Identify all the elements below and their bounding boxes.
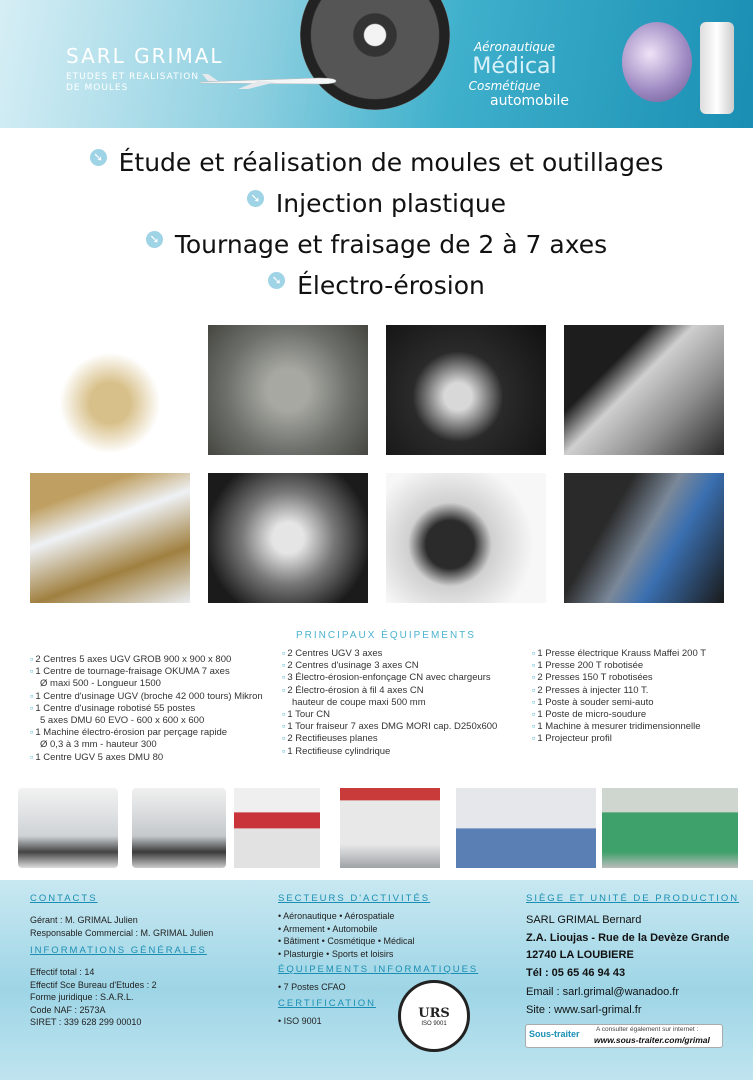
edm-machine-image xyxy=(234,788,320,868)
perfume-bottle-image xyxy=(622,22,692,102)
equipment-item: ▫ 1 Rectifieuse cylindrique xyxy=(282,745,391,757)
footer xyxy=(0,880,753,1080)
hq-website[interactable]: Site : www.sarl-grimal.fr xyxy=(526,1003,642,1016)
service-label: Tournage et fraisage de 2 à 7 axes xyxy=(174,230,608,259)
equipment-item: ▫ 1 Tour CN xyxy=(282,709,330,721)
sector-line: • Bâtiment • Cosmétique • Médical xyxy=(278,936,415,946)
equipment-item: ▫ 1 Tour fraiseur 7 axes DMG MORI cap. D250x600 xyxy=(282,721,498,733)
equipment-item: ▫ 2 Centres 5 axes UGV GROB 900 x 900 x 800 xyxy=(30,654,232,665)
product-photo-grid xyxy=(30,325,722,605)
service-item xyxy=(0,224,753,265)
turbine-image xyxy=(300,0,450,110)
machined-bracket-photo xyxy=(564,325,724,455)
banner-sector-auto: automobile xyxy=(490,93,569,109)
arrow-icon: ➘ xyxy=(268,272,285,289)
mold-cavity-photo xyxy=(208,325,368,455)
equipment-item: ▫ 1 Poste à souder semi-auto xyxy=(532,696,654,708)
sector-line: • Plasturgie • Sports et loisirs xyxy=(278,948,394,959)
cnc-machine-image xyxy=(132,788,226,868)
service-item xyxy=(0,265,753,306)
services-list xyxy=(0,142,753,306)
machines-row xyxy=(18,788,738,868)
info-line: SIRET : 339 628 299 00010 xyxy=(30,1017,142,1027)
equipment-item: ▫ 1 Centre d'usinage robotisé 55 postes xyxy=(30,702,196,714)
sectors-title: SECTEURS D'ACTIVITÉS xyxy=(278,893,431,904)
company-subtitle-1: ETUDES ET REALISATION xyxy=(66,72,200,82)
equipment-item: ▫ 1 Projecteur profil xyxy=(532,733,612,745)
cert-line: • ISO 9001 xyxy=(278,1015,322,1026)
seal-main-text: URS xyxy=(418,1005,450,1021)
round-molds-photo xyxy=(386,473,546,603)
contact-line: Responsable Commercial : M. GRIMAL Julien xyxy=(30,927,214,938)
sous-traiter-banner[interactable] xyxy=(525,1024,723,1048)
hq-name: SARL GRIMAL Bernard xyxy=(526,914,642,926)
sector-line: • Armement • Automobile xyxy=(278,923,378,934)
equipment-item: ▫ 3 Électro-érosion-enfonçage CN avec chargeurs xyxy=(282,672,491,684)
hq-title: SIÈGE ET UNITÉ DE PRODUCTION xyxy=(526,893,740,904)
seal-sub-text: ISO 9001 xyxy=(421,1020,447,1027)
mold-parts-photo xyxy=(30,325,190,455)
hq-address: Z.A. Lioujas - Rue de la Devèze Grande xyxy=(526,931,730,944)
cnc-machine-image xyxy=(18,788,118,868)
service-label: Injection plastique xyxy=(275,189,507,218)
equipment-item: ▫ 1 Poste de micro-soudure xyxy=(532,709,647,721)
equipment-item: ▫ 1 Machine à mesurer tridimensionnelle xyxy=(532,721,701,733)
lighter-image xyxy=(700,22,734,114)
arrow-icon: ➘ xyxy=(90,149,107,166)
service-label: Étude et réalisation de moules et outillages xyxy=(118,148,664,177)
company-subtitle-2: DE MOULES xyxy=(66,83,129,93)
equipment-item: ▫ 1 Centre d'usinage UGV (broche 42 000 tours) Mikron xyxy=(30,690,263,702)
plastic-parts-photo xyxy=(386,325,546,455)
buddha-statue-photo xyxy=(208,473,368,603)
it-title: ÉQUIPEMENTS INFORMATIQUES xyxy=(278,964,479,975)
hq-city: 12740 LA LOUBIERE xyxy=(526,949,634,961)
equipment-title: PRINCIPAUX ÉQUIPEMENTS xyxy=(296,630,476,641)
banner-sector-aero: Aéronautique xyxy=(473,40,556,54)
milling-machine-image xyxy=(340,788,440,868)
keypad-casing-photo xyxy=(564,473,724,603)
sous-traiter-note: A consulter également sur internet : xyxy=(596,1026,699,1033)
equipment-item: 5 axes DMU 60 EVO - 600 x 600 x 600 xyxy=(40,715,205,727)
cert-title: CERTIFICATION xyxy=(278,997,376,1009)
equipment-item: ▫ 2 Rectifieuses planes xyxy=(282,733,378,745)
company-brand xyxy=(66,44,224,94)
equipment-column-2 xyxy=(282,648,497,758)
equipment-item: ▫ 1 Centre de tournage-fraisage OKUMA 7 axes xyxy=(30,666,230,678)
info-title: INFORMATIONS GÉNÉRALES xyxy=(30,945,207,956)
arrow-icon: ➘ xyxy=(146,231,163,248)
equipment-item: ▫ 2 Centres d'usinage 3 axes CN xyxy=(282,660,419,672)
certification-seal-logo xyxy=(398,980,470,1052)
banner-sector-medical: Médical xyxy=(472,54,557,79)
hq-email[interactable]: Email : sarl.grimal@wanadoo.fr xyxy=(526,986,679,998)
equipment-item: ▫ 1 Presse 200 T robotisée xyxy=(532,660,644,672)
sous-traiter-url[interactable]: www.sous-traiter.com/grimal xyxy=(594,1035,710,1045)
equipment-column-1 xyxy=(30,654,263,764)
info-line: Effectif Sce Bureau d'Etudes : 2 xyxy=(30,979,157,990)
arrow-icon: ➘ xyxy=(247,190,264,207)
equipment-item: ▫ 1 Machine électro-érosion par perçage rapide xyxy=(30,727,228,739)
service-item xyxy=(0,142,753,183)
equipment-item: ▫ 1 Presse électrique Krauss Maffei 200 T xyxy=(532,648,706,659)
contacts-title: CONTACTS xyxy=(30,893,98,904)
it-line: • 7 Postes CFAO xyxy=(278,982,346,992)
sous-traiter-logo: Sous-traiter xyxy=(529,1029,580,1039)
header-banner xyxy=(0,0,753,128)
sector-line: • Aéronautique • Aérospatiale xyxy=(278,911,395,921)
injection-press-image xyxy=(456,788,596,868)
service-label: Électro-érosion xyxy=(297,271,485,300)
equipment-item: Ø 0,3 à 3 mm - hauteur 300 xyxy=(40,739,157,751)
info-line: Code NAF : 2573A xyxy=(30,1004,106,1015)
equipment-item: ▫ 2 Électro-érosion à fil 4 axes CN xyxy=(282,684,424,696)
info-line: Forme juridique : S.A.R.L. xyxy=(30,992,134,1002)
banner-sectors xyxy=(460,40,569,109)
company-name: SARL GRIMAL xyxy=(66,44,224,68)
contact-line: Gérant : M. GRIMAL Julien xyxy=(30,915,138,925)
equipment-item: ▫ 1 Centre UGV 5 axes DMU 80 xyxy=(30,751,164,763)
hq-phone: Tél : 05 65 46 94 43 xyxy=(526,966,626,979)
equipment-item: ▫ 2 Presses à injecter 110 T. xyxy=(532,684,649,696)
footer-contacts-column xyxy=(30,893,213,1029)
equipment-item: hauteur de coupe maxi 500 mm xyxy=(292,696,426,708)
equipment-item: Ø maxi 500 - Longueur 1500 xyxy=(40,678,161,690)
service-item xyxy=(0,183,753,224)
banner-sector-cosmetic: Cosmétique xyxy=(468,79,541,93)
footer-hq-column xyxy=(526,893,739,1019)
equipment-item: ▫ 2 Centres UGV 3 axes xyxy=(282,648,383,659)
info-line: Effectif total : 14 xyxy=(30,967,95,977)
injection-press-image xyxy=(602,788,738,868)
equipment-item: ▫ 2 Presses 150 T robotisées xyxy=(532,672,653,684)
gold-plates-photo xyxy=(30,473,190,603)
equipment-column-3 xyxy=(532,648,706,746)
